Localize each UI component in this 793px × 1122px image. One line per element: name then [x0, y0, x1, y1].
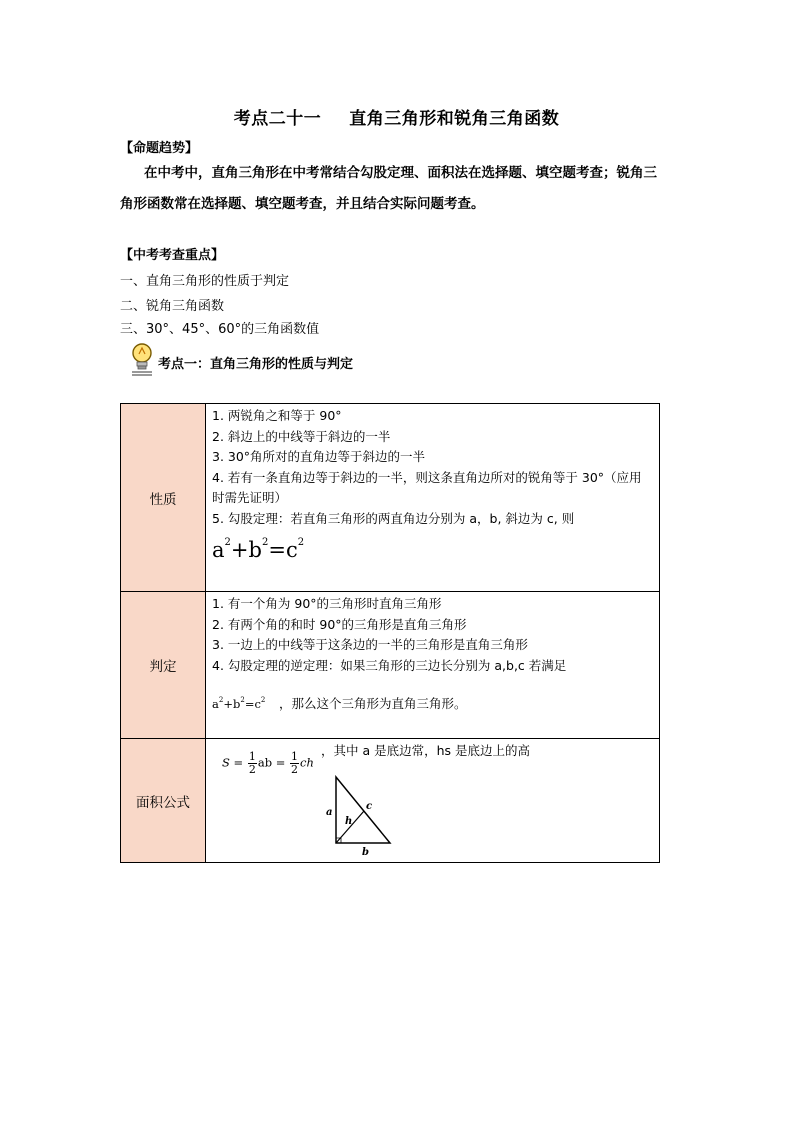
trend-line1: 在中考中，直角三角形在中考常结合勾股定理、面积法在选择题、填空题考查；锐角三 [144, 165, 657, 181]
focus-item: 二、锐角三角函数 [120, 299, 225, 314]
list-item: 2. 斜边上的中线等于斜边的一半 [212, 428, 391, 444]
point1-heading [130, 340, 353, 376]
list-item: 5. 勾股定理：若直角三角形的两直角边分别为 a，b, 斜边为 c, 则 [212, 510, 575, 526]
converse-formula: $a^2+b^2=c^2$ [212, 696, 266, 711]
list-item: 4. 勾股定理的逆定理：如果三角形的三边长分别为 a,b,c 若满足 [212, 657, 567, 673]
trend-heading: 【命题趋势】 [120, 141, 199, 156]
page-title [0, 104, 793, 129]
list-item: 3. 一边上的中线等于这条边的一半的三角形是直角三角形 [212, 637, 528, 652]
row-label: 面积公式 [121, 739, 206, 863]
pythagorean-formula: $a^2+b^2=c^2$ [212, 537, 305, 562]
figure-label-b: b [362, 847, 369, 857]
list-item: 2. 有两个角的和时 90°的三角形是直角三角形 [212, 616, 467, 632]
list-item: 3. 30°角所对的直角边等于斜边的一半 [212, 449, 426, 464]
title-part2: 直角三角形和锐角三角函数 [349, 109, 560, 129]
right-triangle-figure [318, 775, 398, 857]
area-note: ，其中 a 是底边常，hs 是底边上的高 [321, 743, 531, 758]
list-item: 1. 有一个角为 90°的三角形时直角三角形 [212, 596, 442, 611]
focus-heading: 【中考考查重点】 [120, 248, 225, 263]
title-part1: 考点二十一 [233, 109, 322, 129]
area-formula: S = $\frac{1}{2}$ ab = $\frac{1}{2}$ ch [222, 750, 314, 776]
table-row [121, 404, 660, 592]
focus-item: 一、直角三角形的性质于判定 [120, 274, 290, 289]
row-content [206, 404, 660, 592]
list-item: 1. 两锐角之和等于 90° [212, 408, 342, 423]
row-label: 性质 [121, 404, 206, 592]
row-content [206, 739, 660, 863]
table-row [121, 739, 660, 863]
table-row [121, 592, 660, 739]
figure-label-a: a [326, 807, 333, 818]
properties-table [120, 403, 660, 863]
list-item: 4. 若有一条直角边等于斜边的一半，则这条直角边所对的锐角等于 30°（应用时需先证明） [212, 469, 642, 505]
trend-line2: 角形函数常在选择题、填空题考查，并且结合实际问题考查。 [120, 196, 485, 212]
lightbulb-icon [130, 342, 154, 376]
row-label: 判定 [121, 592, 206, 739]
focus-item: 三、30°、45°、60°的三角函数值 [120, 322, 320, 337]
converse-suffix: ，那么这个三角形为直角三角形。 [279, 696, 467, 711]
point1-title: 考点一：直角三角形的性质与判定 [158, 357, 354, 372]
row-content [206, 592, 660, 739]
figure-label-h: h [345, 816, 353, 827]
trend-paragraph [120, 158, 680, 220]
converse-formula-line [212, 690, 653, 715]
figure-label-c: c [366, 801, 373, 812]
